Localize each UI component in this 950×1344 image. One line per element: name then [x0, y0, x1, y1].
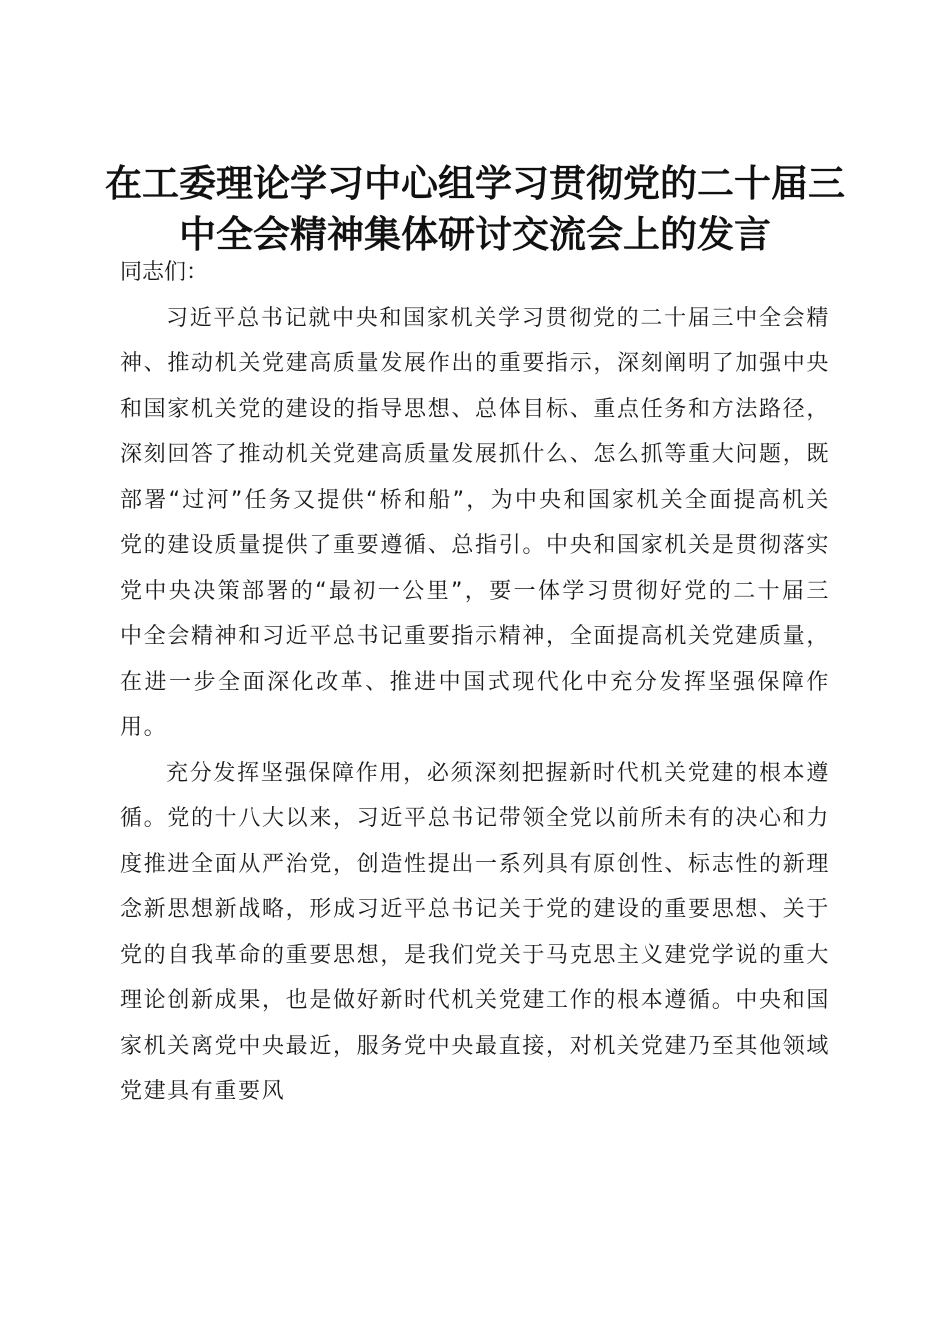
paragraph-2: 充分发挥坚强保障作用，必须深刻把握新时代机关党建的根本遵循。党的十八大以来，习近平总书记带领全党以前所未有的决心和力度推进全面从严治党，创造性提出一系列具有原创性、标志性的新理念新思想新战略，形成习近平总书记关于党的建设的重要思想、关于党的自我革命的重要思想，是我们党关于马克思主义建党学说的重大理论创新成果，也是做好新时代机关党建工作的根本遵循。中央和国家机关离党中央最近，服务党中央最直接，对机关党建乃至其他领域党建具有重要风 [120, 760, 830, 1104]
document-title [100, 158, 850, 260]
title-line-1: 在工委理论学习中心组学习贯彻党的二十届三 [105, 160, 845, 205]
salutation: 同志们： [120, 260, 209, 285]
paragraph-1: 习近平总书记就中央和国家机关学习贯彻党的二十届三中全会精神、推动机关党建高质量发展作出的重要指示，深刻阐明了加强中央和国家机关党的建设的指导思想、总体目标、重点任务和方法路径，深刻回答了推动机关党建高质量发展抓什么、怎么抓等重大问题，既部署“过河”任务又提供“桥和船”，为中央和国家机关全面提高机关党的建设质量提供了重要遵循、总指引。中央和国家机关是贯彻落实党中央决策部署的“最初一公里”，要一体学习贯彻好党的二十届三中全会精神和习近平总书记重要指示精神，全面提高机关党建质量，在进一步全面深化改革、推进中国式现代化中充分发挥坚强保障作用。 [120, 305, 830, 740]
document-body [120, 250, 830, 1115]
title-line-2: 中全会精神集体研讨交流会上的发言 [179, 211, 771, 256]
